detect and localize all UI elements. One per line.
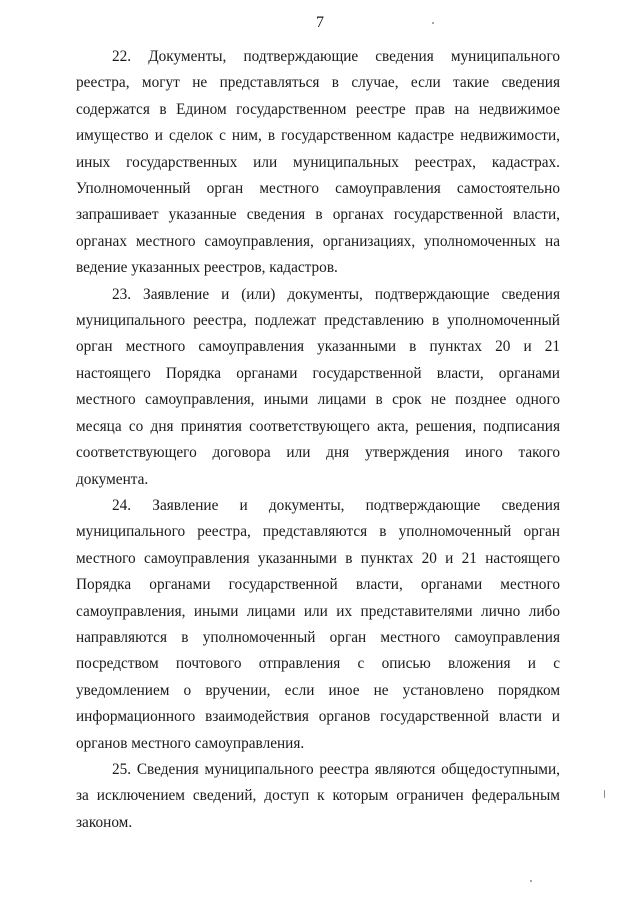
paragraph-23: 23. Заявление и (или) документы, подтверждающие сведения муниципального реестра, подлежат представлению в уполномоченный орган местного самоуправления указанными в пунктах 20 и 21 настоящего Порядка органами государственной власти, органами местного самоуправления, иными лицами в срок не позднее одного месяца со дня принятия соответствующего акта, решения, подписания соответствующего договора или дня утверждения иного такого документа. [76, 285, 560, 488]
page-number: 7 [316, 14, 324, 31]
paragraph-22: 22. Документы, подтверждающие сведения муниципального реестра, могут не представляться в случае, если такие сведения содержатся в Едином государственном реестре прав на недвижимое имущество и сделок с ним, в государственном кадастре недвижимости, иных государственных или муниципальных реестрах, кадастрах. Уполномоченный орган местного самоуправления самостоятельно запрашивает указанные сведения в органах государственной власти, органах местного самоуправления, организациях, уполномоченных на ведение указанных реестров, кадастров. [76, 48, 560, 277]
scan-speck [530, 880, 532, 882]
scan-speck [432, 22, 434, 24]
paragraph-24: 24. Заявление и документы, подтверждающие сведения муниципального реестра, представляются в уполномоченный орган местного самоуправления указанными в пунктах 20 и 21 настоящего Порядка органами государственной власти, органами местного самоуправления, иными лицами или их представителями лично либо направляются в уполномоченный орган местного самоуправления посредством почтового отправления с описью вложения и с уведомлением о вручении, если иное не установлено порядком информационного взаимодействия органов государственной власти и органов местного самоуправления. [76, 496, 560, 752]
paragraph-25: 25. Сведения муниципального реестра являются общедоступными, за исключением сведений, доступ к которым ограничен федеральным законом. [76, 760, 560, 831]
scan-speck [604, 790, 605, 798]
document-body [76, 44, 560, 836]
